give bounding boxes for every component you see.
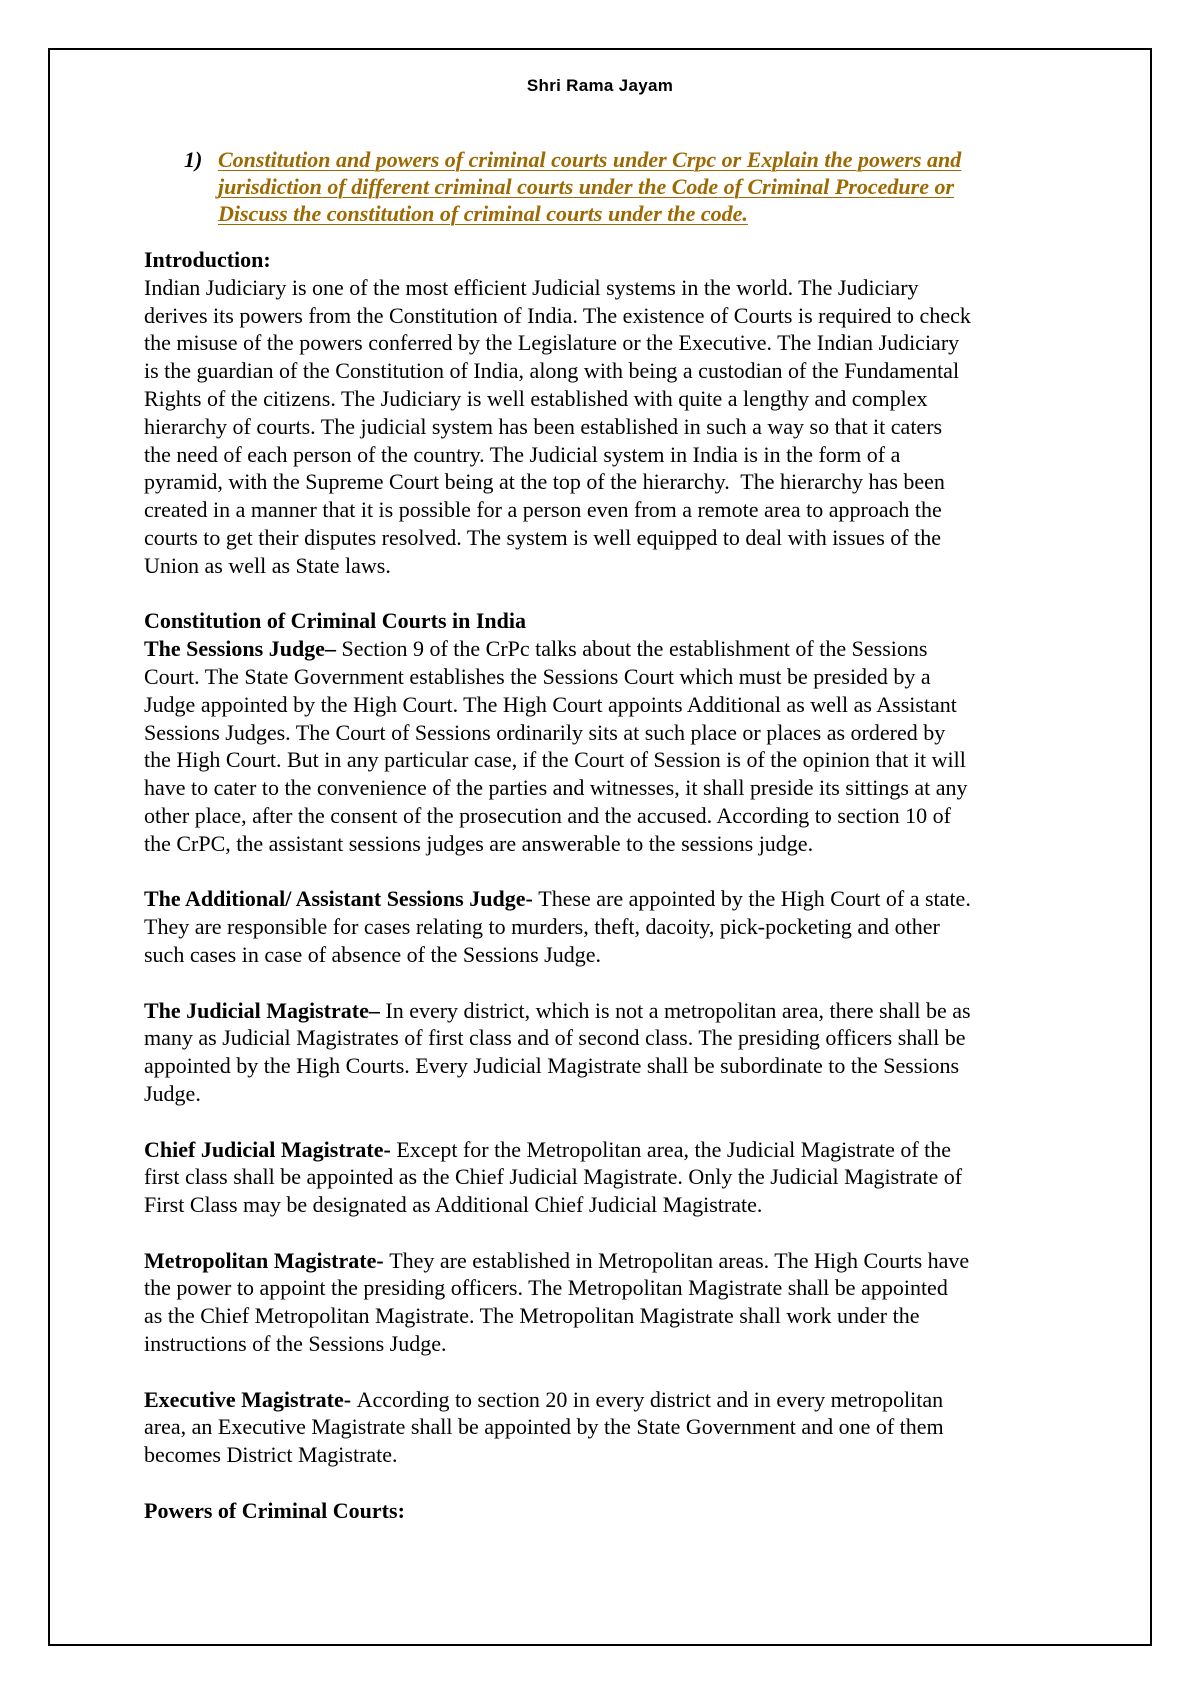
introduction-heading: Introduction:: [144, 247, 271, 272]
court-paragraph-executive-magistrate: [144, 1386, 1134, 1469]
court-line: the CrPC, the assistant sessions judges are answerable to the sessions judge.: [144, 830, 814, 856]
court-line: other place, after the consent of the prosecution and the accused. According to section 10 of: [144, 802, 951, 828]
introduction-line: courts to get their disputes resolved. The system is well equipped to deal with issues of the: [144, 524, 941, 550]
introduction-line: is the guardian of the Constitution of India, along with being a custodian of the Fundamental: [144, 358, 960, 384]
court-text: According to section 20 in every district and in every metropolitan: [356, 1386, 944, 1412]
court-text: Except for the Metropolitan area, the Judicial Magistrate of the: [396, 1136, 952, 1162]
court-text: Section 9 of the CrPc talks about the establishment of the Sessions: [341, 636, 928, 662]
court-paragraph-sessions-judge: [144, 635, 1134, 857]
court-first-line: [144, 1136, 1134, 1164]
court-label: The Judicial Magistrate–: [144, 997, 380, 1023]
court-line: Judge.: [144, 1080, 201, 1106]
court-first-line: [144, 635, 1134, 663]
introduction-line: the misuse of the powers conferred by the Legislature or the Executive. The Indian Judiciary: [144, 330, 960, 356]
powers-heading: Powers of Criminal Courts:: [144, 1497, 405, 1523]
court-line: First Class may be designated as Additional Chief Judicial Magistrate.: [144, 1192, 763, 1218]
question-line-text: jurisdiction of different criminal courts under the Code of Criminal Procedure or: [218, 174, 955, 199]
introduction-line: Union as well as State laws.: [144, 552, 391, 578]
court-line: the High Court. But in any particular case, if the Court of Session is of the opinion that it will: [144, 747, 966, 773]
court-paragraph-additional-assistant-sessions-judge: [144, 885, 1134, 968]
question-line-text: Discuss the constitution of criminal courts under the code.: [218, 201, 748, 226]
court-first-line: [144, 885, 1134, 913]
court-line: have to cater to the convenience of the parties and witnesses, it shall preside its sittings at any: [144, 775, 968, 801]
question-heading: [184, 146, 1134, 227]
court-line: appointed by the High Courts. Every Judicial Magistrate shall be subordinate to the Sessions: [144, 1053, 960, 1079]
introduction-line: derives its powers from the Constitution of India. The existence of Courts is required to check: [144, 302, 971, 328]
court-line: first class shall be appointed as the Chief Judicial Magistrate. Only the Judicial Magistrate of: [144, 1164, 963, 1190]
court-line: area, an Executive Magistrate shall be appointed by the State Government and one of them: [144, 1414, 944, 1440]
introduction-section: [144, 246, 1134, 580]
court-line: instructions of the Sessions Judge.: [144, 1331, 447, 1357]
court-line: They are responsible for cases relating to murders, theft, dacoity, pick-pocketing and other: [144, 914, 940, 940]
introduction-line: the need of each person of the country. The Judicial system in India is in the form of a: [144, 441, 901, 467]
introduction-line: hierarchy of courts. The judicial system has been established in such a way so that it caters: [144, 413, 943, 439]
introduction-line: created in a manner that it is possible for a person even from a remote area to approach the: [144, 497, 942, 523]
court-line: as the Chief Metropolitan Magistrate. The Metropolitan Magistrate shall work under the: [144, 1303, 920, 1329]
court-line: many as Judicial Magistrates of first class and of second class. The presiding officers shall be: [144, 1025, 966, 1051]
question-line: [218, 200, 1134, 227]
court-paragraph-metropolitan-magistrate: [144, 1247, 1134, 1358]
court-text: These are appointed by the High Court of a state.: [538, 886, 971, 912]
introduction-line: Rights of the citizens. The Judiciary is well established with quite a lengthy and complex: [144, 385, 928, 411]
court-text: In every district, which is not a metropolitan area, there shall be as: [385, 997, 971, 1023]
court-line: Court. The State Government establishes the Sessions Court which must be presided by a: [144, 663, 931, 689]
court-label: Executive Magistrate-: [144, 1386, 352, 1412]
court-line: Judge appointed by the High Court. The High Court appoints Additional as well as Assistant: [144, 691, 957, 717]
question-number: 1): [184, 147, 203, 172]
introduction-line: pyramid, with the Supreme Court being at the top of the hierarchy. The hierarchy has been: [144, 469, 945, 495]
court-first-line: [144, 997, 1134, 1025]
court-line: the power to appoint the presiding officers. The Metropolitan Magistrate shall be appointed: [144, 1275, 948, 1301]
court-first-line: [144, 1386, 1134, 1414]
document-body: [144, 246, 1134, 1525]
question-line: [218, 173, 1134, 200]
constitution-heading: Constitution of Criminal Courts in India: [144, 608, 527, 634]
court-paragraph-chief-judicial-magistrate: [144, 1136, 1134, 1219]
introduction-line: Indian Judiciary is one of the most efficient Judicial systems in the world. The Judiciary: [144, 274, 919, 300]
court-label: The Sessions Judge–: [144, 636, 336, 662]
page-header: Shri Rama Jayam: [526, 76, 674, 95]
court-first-line: [144, 1247, 1134, 1275]
court-label: The Additional/ Assistant Sessions Judge-: [144, 886, 533, 912]
court-paragraph-judicial-magistrate: [144, 997, 1134, 1108]
court-label: Metropolitan Magistrate-: [144, 1247, 384, 1273]
court-line: such cases in case of absence of the Sessions Judge.: [144, 941, 601, 967]
court-text: They are established in Metropolitan areas. The High Courts have: [389, 1247, 970, 1273]
question-text-block: [218, 146, 1134, 227]
court-label: Chief Judicial Magistrate-: [144, 1136, 391, 1162]
question-line: [218, 146, 1134, 173]
court-line: Sessions Judges. The Court of Sessions ordinarily sits at such place or places as ordered by: [144, 719, 946, 745]
court-line: becomes District Magistrate.: [144, 1442, 398, 1468]
question-line-text: Constitution and powers of criminal courts under Crpc or Explain the powers and: [218, 147, 962, 172]
